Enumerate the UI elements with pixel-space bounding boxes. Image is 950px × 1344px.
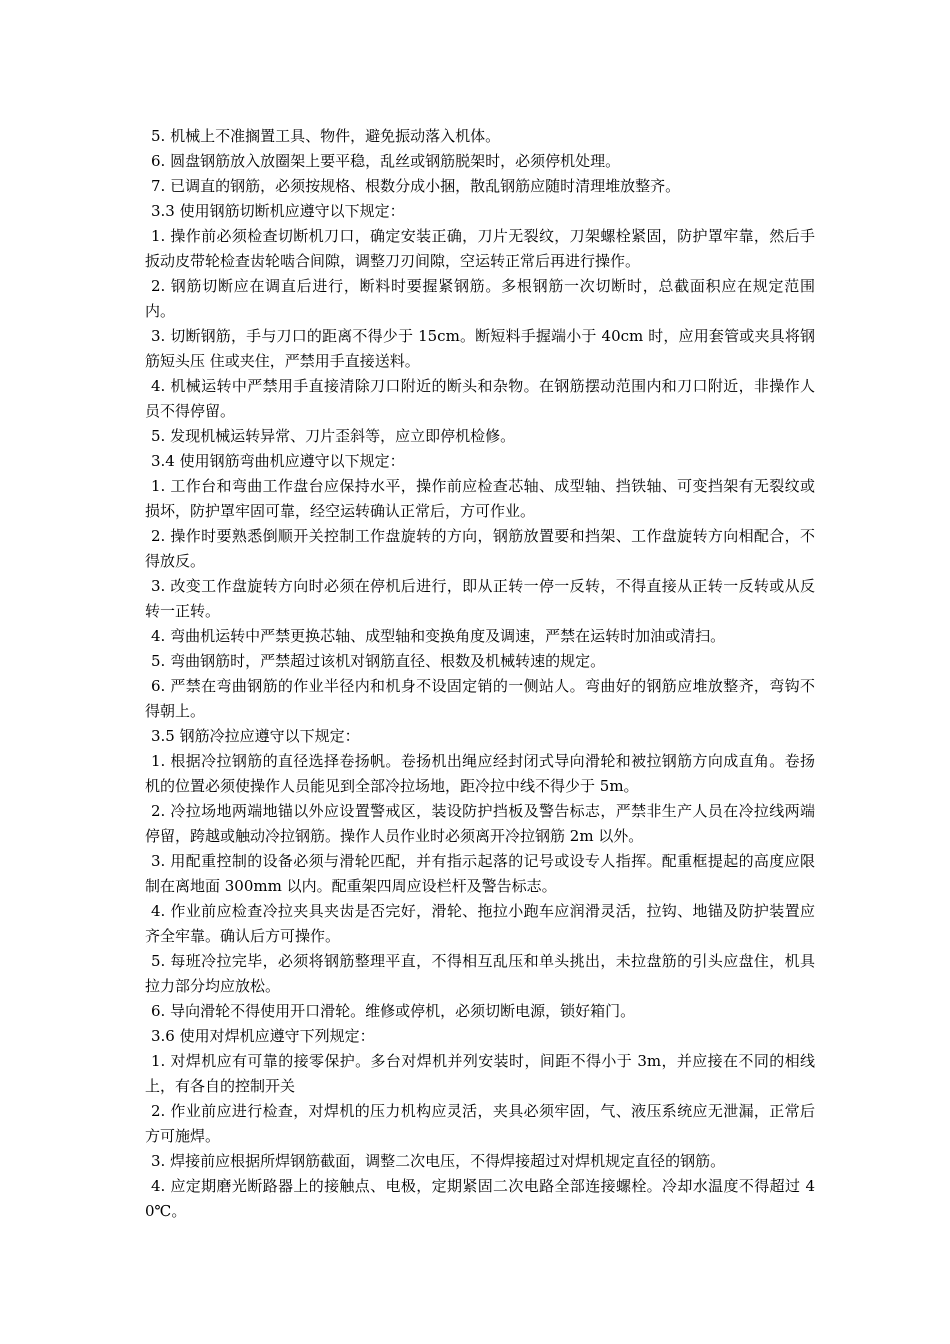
- paragraph-3-5-rule-2: 2. 冷拉场地两端地锚以外应设置警戒区，装设防护挡板及警告标志，严禁非生产人员在冷拉线两端停留，跨越或触动冷拉钢筋。操作人员作业时必须离开冷拉钢筋 2m 以外。: [145, 802, 815, 845]
- paragraph-3-5-rule-5: 5. 每班冷拉完毕，必须将钢筋整理平直，不得相互乱压和单头挑出，未拉盘筋的引头应盘住，机具拉力部分均应放松。: [145, 952, 815, 995]
- section-heading-3-6: 3.6 使用对焊机应遵守下列规定：: [151, 1027, 375, 1045]
- paragraph-3-3-rule-1: 1. 操作前必须检查切断机刀口，确定安装正确，刀片无裂纹，刀架螺栓紧固，防护罩牢靠，然后手扳动皮带轮检查齿轮啮合间隙，调整刀刃间隙，空运转正常后再进行操作。: [145, 227, 815, 270]
- section-heading-3-5: 3.5 钢筋冷拉应遵守以下规定：: [151, 727, 360, 745]
- paragraph-3-4-rule-2: 2. 操作时要熟悉倒顺开关控制工作盘旋转的方向，钢筋放置要和挡架、工作盘旋转方向相配合，不得放反。: [145, 527, 815, 570]
- paragraph-3-3-rule-3: 3. 切断钢筋，手与刀口的距离不得少于 15cm。断短料手握端小于 40cm 时，应用套管或夹具将钢筋短头压 住或夹住，严禁用手直接送料。: [145, 327, 815, 370]
- paragraph-3-4-rule-6: 6. 严禁在弯曲钢筋的作业半径内和机身不设固定销的一侧站人。弯曲好的钢筋应堆放整齐，弯钩不得朝上。: [145, 677, 815, 720]
- paragraph-3-5-rule-1: 1. 根据冷拉钢筋的直径选择卷扬帆。卷扬机出绳应经封闭式导向滑轮和被拉钢筋方向成直角。卷扬机的位置必须使操作人员能见到全部冷拉场地，距冷拉中线不得少于 5m。: [145, 752, 815, 795]
- paragraph-3-4-rule-5: 5. 弯曲钢筋时，严禁超过该机对钢筋直径、根数及机械转速的规定。: [151, 652, 606, 670]
- paragraph-3-6-rule-2: 2. 作业前应进行检查，对焊机的压力机构应灵活，夹具必须牢固，气、液压系统应无泄漏，正常后方可施焊。: [145, 1102, 815, 1145]
- paragraph-3-5-rule-3: 3. 用配重控制的设备必须与滑轮匹配，并有指示起落的记号或设专人指挥。配重框提起的高度应限制在离地面 300mm 以内。配重架四周应设栏杆及警告标志。: [145, 852, 815, 895]
- paragraph-3-3-rule-4: 4. 机械运转中严禁用手直接清除刀口附近的断头和杂物。在钢筋摆动范围内和刀口附近，非操作人员不得停留。: [145, 377, 815, 420]
- paragraph-3-5-rule-6: 6. 导向滑轮不得使用开口滑轮。维修或停机，必须切断电源，锁好箱门。: [151, 1002, 636, 1020]
- paragraph-3-5-rule-4: 4. 作业前应检查冷拉夹具夹齿是否完好，滑轮、拖拉小跑车应润滑灵活，拉钩、地锚及防护装置应齐全牢靠。确认后方可操作。: [145, 902, 815, 945]
- paragraph-3-4-rule-1: 1. 工作台和弯曲工作盘台应保持水平，操作前应检查芯轴、成型轴、挡铁轴、可变挡架有无裂纹或损坏，防护罩牢固可靠，经空运转确认正常后，方可作业。: [145, 477, 815, 520]
- paragraph-3-3-rule-5: 5. 发现机械运转异常、刀片歪斜等，应立即停机检修。: [151, 427, 516, 445]
- paragraph-rule-5-no-tools: 5. 机械上不准搁置工具、物件，避免振动落入机体。: [151, 127, 501, 145]
- paragraph-rule-7-bundling: 7. 已调直的钢筋，必须按规格、根数分成小捆，散乱钢筋应随时清理堆放整齐。: [151, 177, 681, 195]
- paragraph-3-6-rule-4: 4. 应定期磨光断路器上的接触点、电极，定期紧固二次电路全部连接螺栓。冷却水温度不得超过 40℃。: [145, 1177, 815, 1220]
- paragraph-3-4-rule-4: 4. 弯曲机运转中严禁更换芯轴、成型轴和变换角度及调速，严禁在运转时加油或清扫。: [151, 627, 726, 645]
- paragraph-3-4-rule-3: 3. 改变工作盘旋转方向时必须在停机后进行，即从正转一停一反转，不得直接从正转一反转或从反转一正转。: [145, 577, 815, 620]
- section-heading-3-3: 3.3 使用钢筋切断机应遵守以下规定：: [151, 202, 405, 220]
- paragraph-3-3-rule-2: 2. 钢筋切断应在调直后进行，断料时要握紧钢筋。多根钢筋一次切断时，总截面积应在规定范围内。: [145, 277, 815, 320]
- document-body: [145, 124, 815, 1224]
- paragraph-3-6-rule-1: 1. 对焊机应有可靠的接零保护。多台对焊机并列安装时，间距不得小于 3m，并应接在不同的相线上，有各自的控制开关: [145, 1052, 815, 1095]
- paragraph-3-6-rule-3: 3. 焊接前应根据所焊钢筋截面，调整二次电压，不得焊接超过对焊机规定直径的钢筋。: [151, 1152, 726, 1170]
- paragraph-rule-6-coil-rack: 6. 圆盘钢筋放入放圈架上要平稳，乱丝或钢筋脱架时，必须停机处理。: [151, 152, 621, 170]
- section-heading-3-4: 3.4 使用钢筋弯曲机应遵守以下规定：: [151, 452, 405, 470]
